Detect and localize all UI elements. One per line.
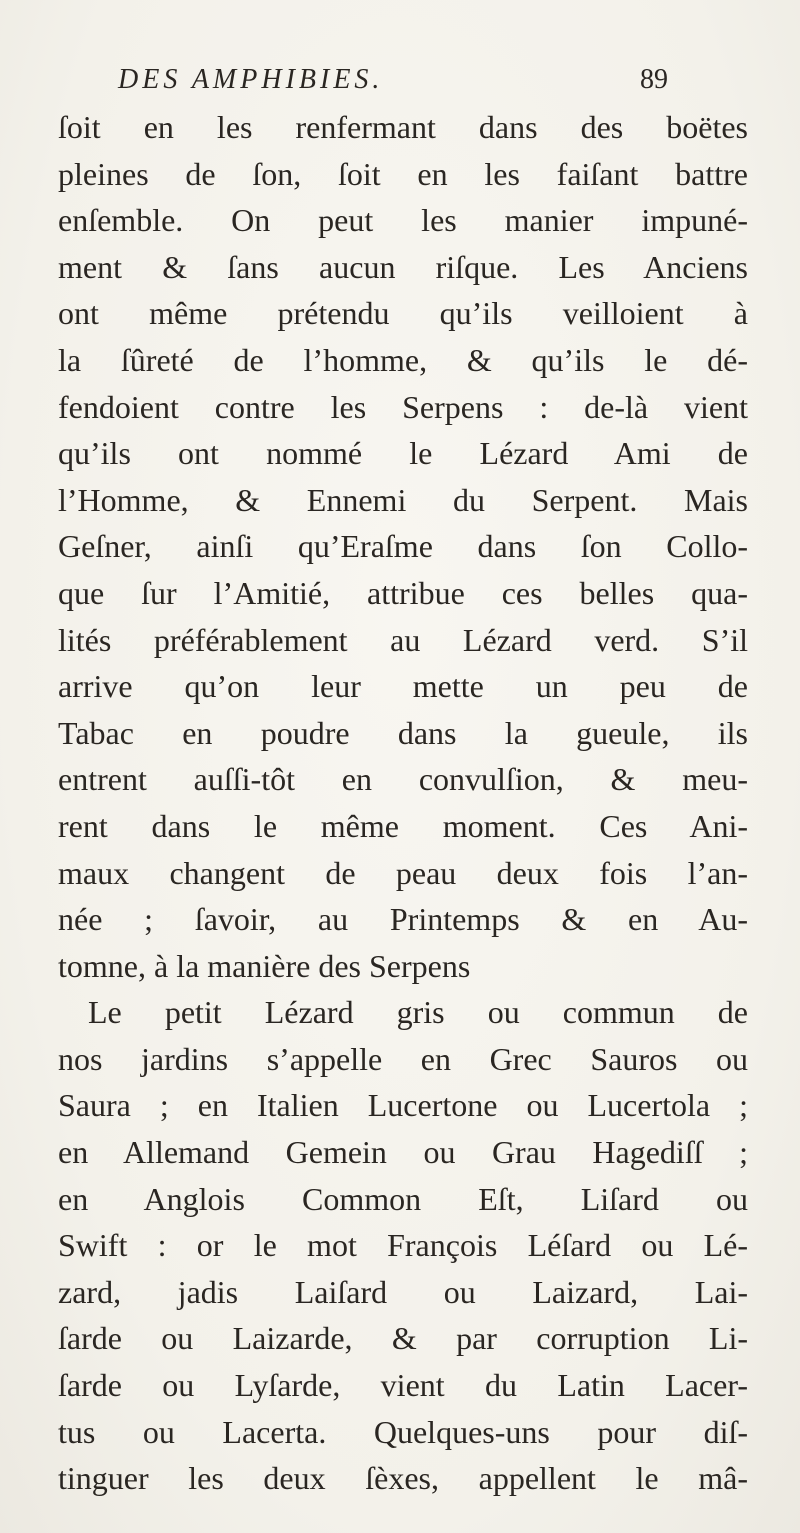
- body-text: [58, 104, 748, 1502]
- text-line: ment & ſans aucun riſque. Les Anciens: [58, 248, 748, 285]
- text-line: Swift : or le mot François Léſard ou Lé-: [58, 1227, 748, 1264]
- running-head-title: DES AMPHIBIES.: [118, 64, 384, 95]
- page-number: 89: [640, 64, 668, 95]
- text-line: maux changent de peau deux fois l’an-: [58, 854, 748, 891]
- text-line: pleines de ſon, ſoit en les faiſant battre: [58, 155, 748, 192]
- text-line: née ; ſavoir, au Printemps & en Au-: [58, 901, 748, 938]
- text-line: ſarde ou Lyſarde, vient du Latin Lacer-: [58, 1367, 748, 1404]
- text-line: ſoit en les renfermant dans des boëtes: [58, 109, 748, 145]
- text-line: Geſner, ainſi qu’Eraſme dans ſon Collo-: [58, 528, 748, 565]
- text-line: la ſûreté de l’homme, & qu’ils le dé-: [58, 341, 748, 378]
- running-head: [118, 64, 668, 100]
- text-line: l’Homme, & Ennemi du Serpent. Mais: [58, 481, 748, 518]
- text-line: Saura ; en Italien Lucertone ou Lucertola ;: [58, 1087, 748, 1124]
- text-line: Tabac en poudre dans la gueule, ils: [58, 714, 748, 751]
- text-line: tinguer les deux ſèxes, appellent le mâ-: [58, 1460, 748, 1497]
- text-line: rent dans le même moment. Ces Ani-: [58, 807, 748, 844]
- text-line: tomne, à la manière des Serpens: [58, 947, 471, 984]
- text-line: ont même prétendu qu’ils veilloient à: [58, 295, 748, 332]
- text-line: fendoient contre les Serpens : de-là vient: [58, 388, 748, 425]
- text-line: zard, jadis Laiſard ou Laizard, Lai-: [58, 1273, 748, 1310]
- text-line: Le petit Lézard gris ou commun de: [88, 994, 748, 1031]
- text-line: lités préférablement au Lézard verd. S’il: [58, 621, 748, 658]
- text-line: en Allemand Gemein ou Grau Hagediſſ ;: [58, 1134, 748, 1171]
- text-line: enſemble. On peut les manier impuné-: [58, 202, 748, 239]
- text-line: qu’ils ont nommé le Lézard Ami de: [58, 435, 748, 472]
- text-line: tus ou Lacerta. Quelques-uns pour diſ-: [58, 1413, 748, 1450]
- text-line: entrent auſſi-tôt en convulſion, & meu-: [58, 761, 748, 798]
- text-line: arrive qu’on leur mette un peu de: [58, 668, 748, 705]
- text-line: ſarde ou Laizarde, & par corruption Li-: [58, 1320, 748, 1357]
- text-line: nos jardins s’appelle en Grec Sauros ou: [58, 1040, 748, 1077]
- text-line: que ſur l’Amitié, attribue ces belles qua-: [58, 574, 748, 611]
- text-line: en Anglois Common Eſt, Liſard ou: [58, 1180, 748, 1217]
